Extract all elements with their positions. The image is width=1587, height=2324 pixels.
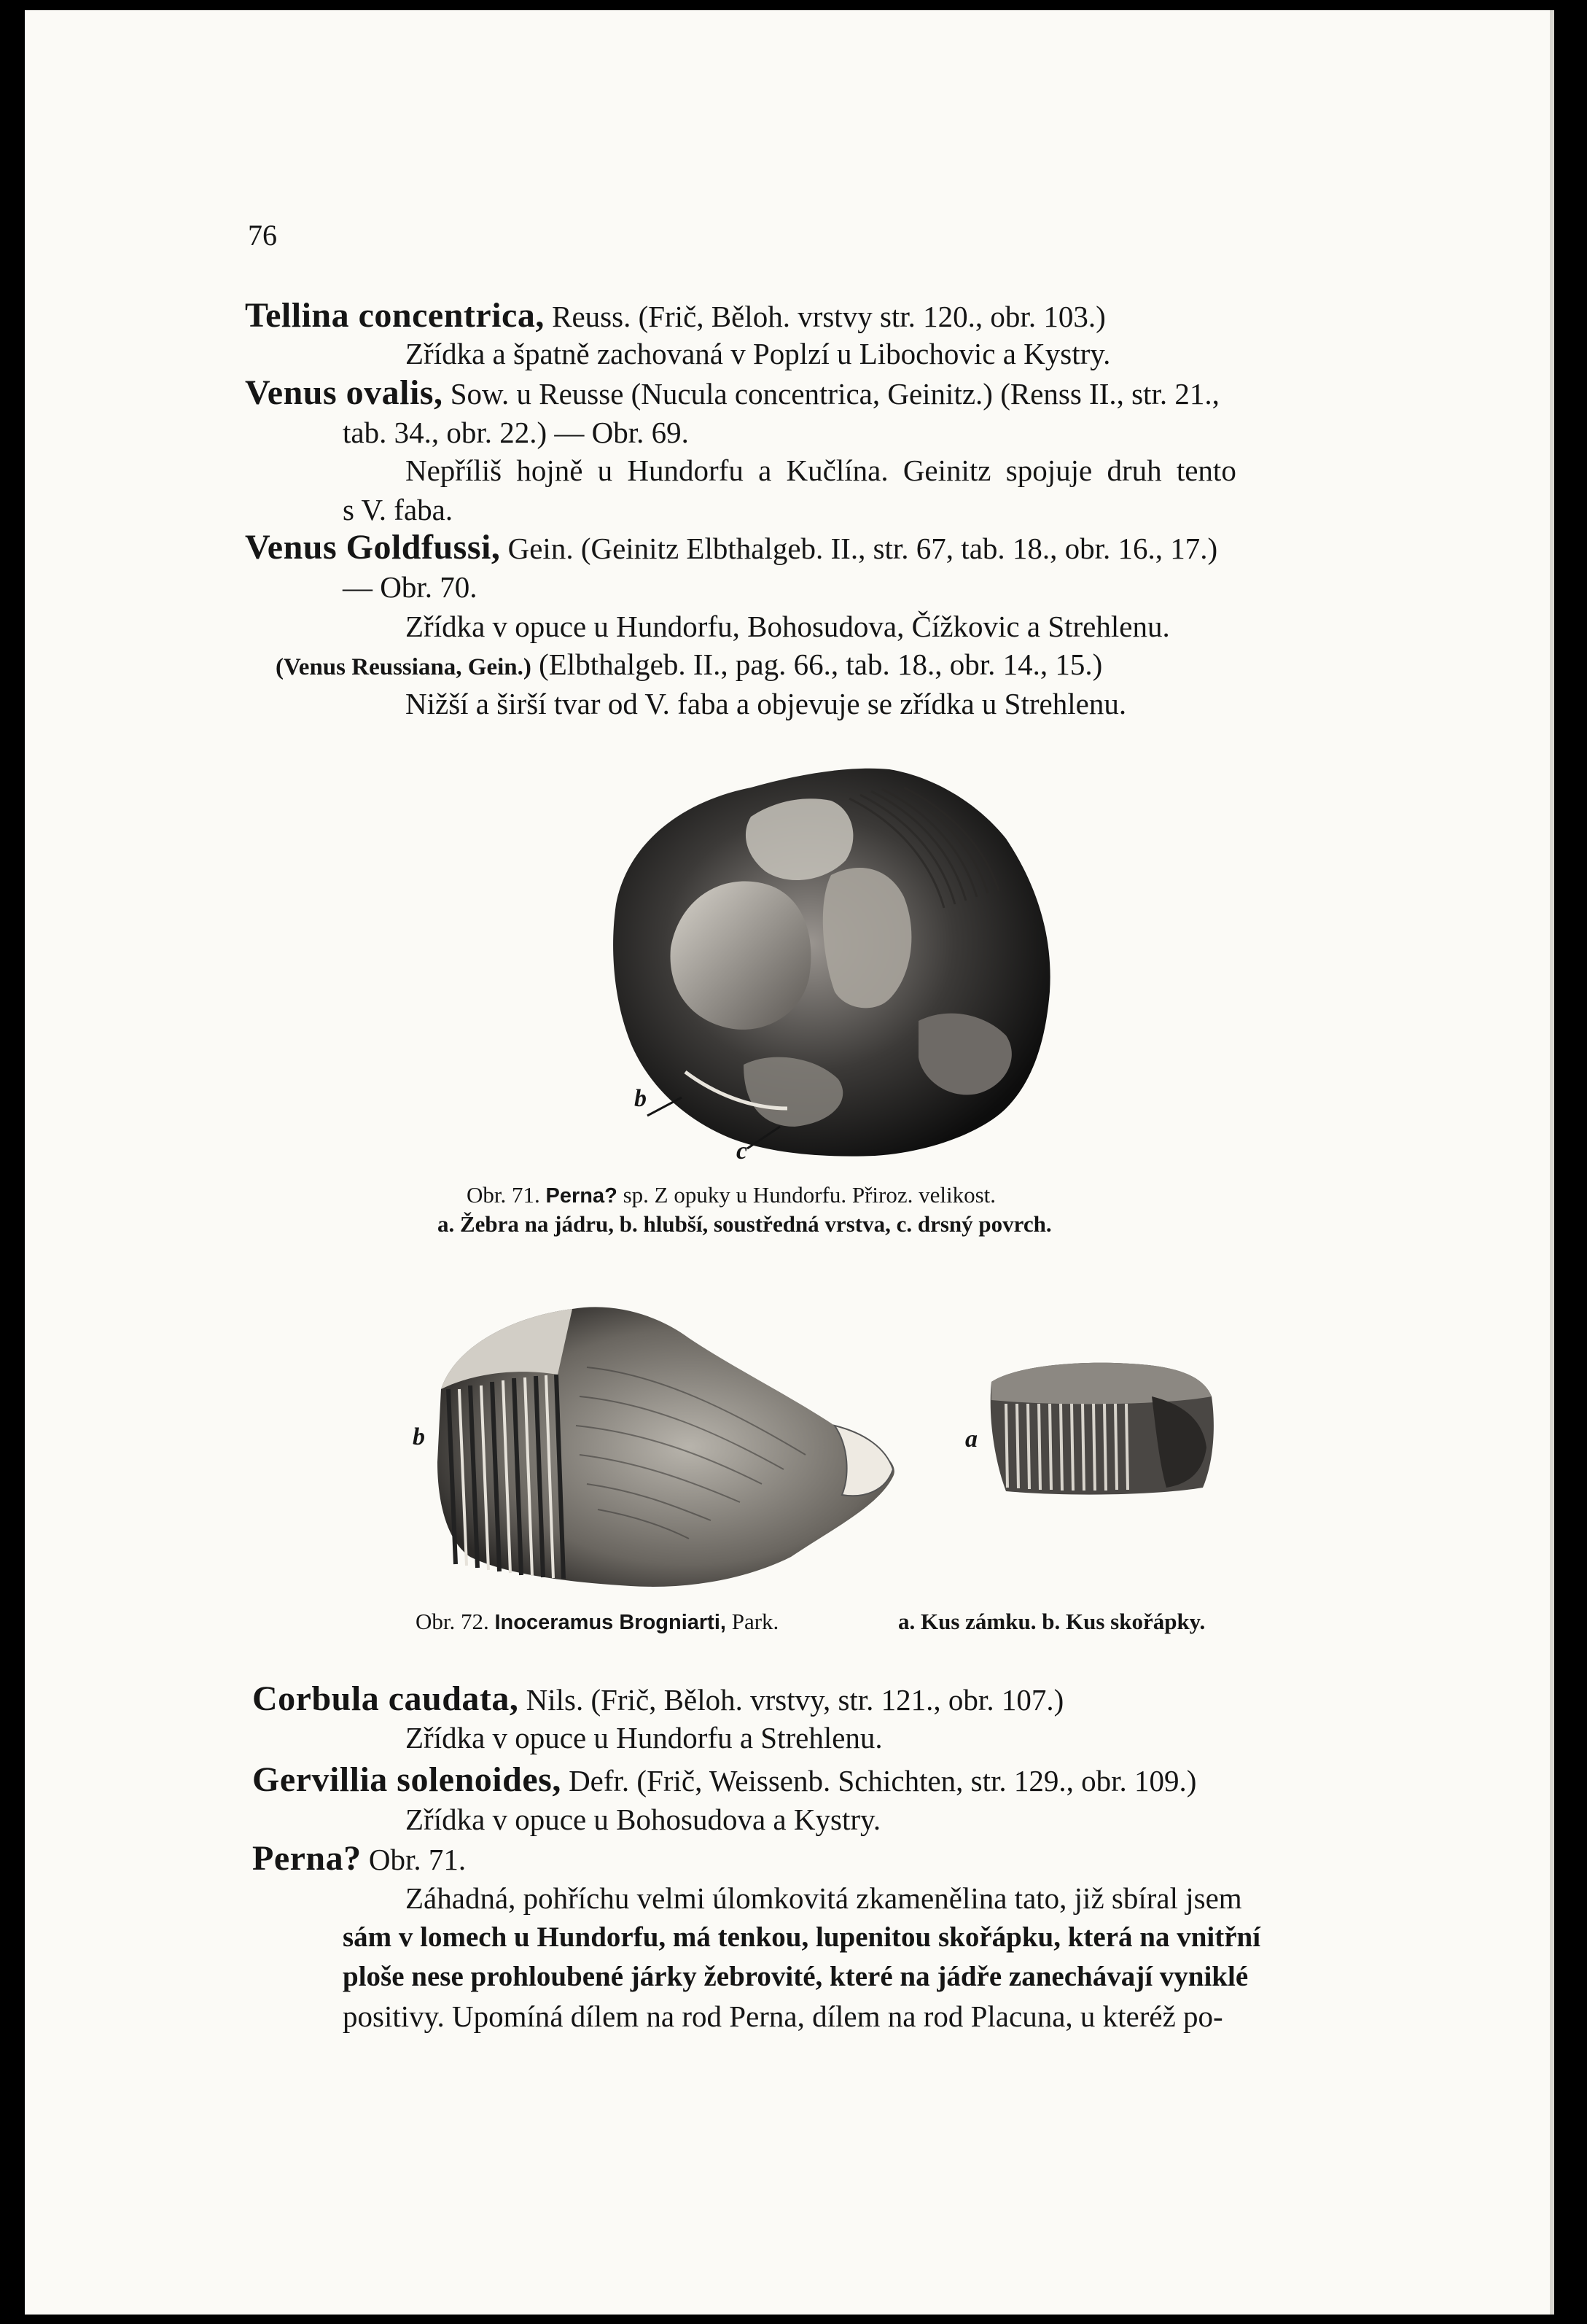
taxon-name: Gervillia solenoides, — [252, 1760, 561, 1799]
entry-corbula — [252, 1681, 1064, 1718]
taxon-name: Venus Goldfussi, — [245, 528, 501, 567]
entry-text-line: Zřídka v opuce u Hundorfu a Strehlenu. — [405, 1721, 883, 1754]
entry-venus-goldfussi — [245, 529, 1217, 567]
taxon-name: (Venus Reussiana, Gein.) — [276, 654, 531, 680]
figure-label: b — [413, 1423, 425, 1450]
entry-reference: Sow. u Reusse (Nucula concentrica, Geinitz.) (Renss II., str. 21., — [442, 377, 1220, 411]
figure-72-caption — [416, 1608, 779, 1636]
paragraph-line: ploše nese prohloubené járky žebrovité, které na jádře zanechávají vyniklé — [343, 1961, 1249, 1992]
fossil-figure-72b — [426, 1287, 908, 1593]
entry-text-line: Nepříliš hojně u Hundorfu a Kučlína. Geinitz spojuje druh tento — [405, 454, 1236, 487]
entry-text-line: — Obr. 70. — [343, 570, 477, 604]
entry-text-line: s V. faba. — [343, 493, 453, 526]
page-number: 76 — [248, 219, 277, 252]
entry-gervillia — [252, 1762, 1196, 1799]
figure-label: c — [736, 1138, 748, 1165]
figure-label: b — [634, 1085, 647, 1112]
entry-text-line: Zřídka a špatně zachovaná v Poplzí u Libochovic a Kystry. — [405, 337, 1111, 370]
figure-72-caption-parts: a. Kus zámku. b. Kus skořápky. — [898, 1609, 1206, 1634]
fossil-figure-72a — [984, 1353, 1217, 1499]
entry-reference: Reuss. (Frič, Běloh. vrstvy str. 120., obr. 103.) — [544, 300, 1106, 333]
entry-reference: (Elbthalgeb. II., pag. 66., tab. 18., obr. 14., 15.) — [531, 648, 1103, 681]
entry-text-line: tab. 34., obr. 22.) — Obr. 69. — [343, 416, 689, 449]
label-pointer — [744, 1123, 787, 1152]
taxon-name: Venus ovalis, — [245, 373, 443, 412]
caption-text: sp. Z opuky u Hundorfu. Přiroz. velikost. — [617, 1182, 997, 1208]
caption-number: Obr. 72. — [416, 1609, 489, 1634]
entry-text-line: Nižší a širší tvar od V. faba a objevuje se zřídka u Strehlenu. — [405, 687, 1127, 720]
entry-venus-reussiana — [276, 646, 1102, 685]
caption-text: Park. — [725, 1609, 779, 1634]
figure-71-caption — [467, 1181, 996, 1210]
entry-reference: Nils. (Frič, Běloh. vrstvy, str. 121., obr. 107.) — [518, 1683, 1064, 1717]
entry-text-line: Zřídka v opuce u Bohosudova a Kystry. — [405, 1803, 881, 1836]
caption-number: Obr. 71. — [467, 1182, 540, 1208]
entry-tellina — [245, 298, 1106, 335]
caption-taxon: Perna? — [545, 1184, 617, 1208]
label-pointer — [642, 1094, 685, 1123]
figure-71-caption-line2: a. Žebra na jádru, b. hlubší, soustředná vrstva, c. drsný povrch. — [437, 1211, 1052, 1237]
entry-text-line: Zřídka v opuce u Hundorfu, Bohosudova, Čížkovic a Strehlenu. — [405, 610, 1170, 643]
entry-perna — [252, 1841, 466, 1878]
entry-reference: Gein. (Geinitz Elbthalgeb. II., str. 67, tab. 18., obr. 16., 17.) — [500, 532, 1218, 565]
paragraph-line: sám v lomech u Hundorfu, má tenkou, lupenitou skořápku, která na vnitřní — [343, 1921, 1261, 1953]
paragraph-line: positivy. Upomíná dílem na rod Perna, dílem na rod Placuna, u kteréž po- — [343, 2000, 1223, 2033]
entry-reference: Obr. 71. — [361, 1843, 467, 1876]
page-edge — [1550, 10, 1554, 2315]
taxon-name: Tellina concentrica, — [245, 296, 545, 335]
taxon-name: Perna? — [252, 1839, 362, 1878]
figure-label: a — [965, 1426, 978, 1453]
caption-taxon: Inoceramus Brogniarti, — [494, 1611, 726, 1634]
entry-reference: Defr. (Frič, Weissenb. Schichten, str. 129., obr. 109.) — [561, 1764, 1197, 1798]
entry-venus-ovalis — [245, 375, 1220, 412]
paragraph-line: Záhadná, pohříchu velmi úlomkovitá zkamenělina tato, již sbíral jsem — [405, 1881, 1242, 1915]
taxon-name: Corbula caudata, — [252, 1679, 519, 1718]
